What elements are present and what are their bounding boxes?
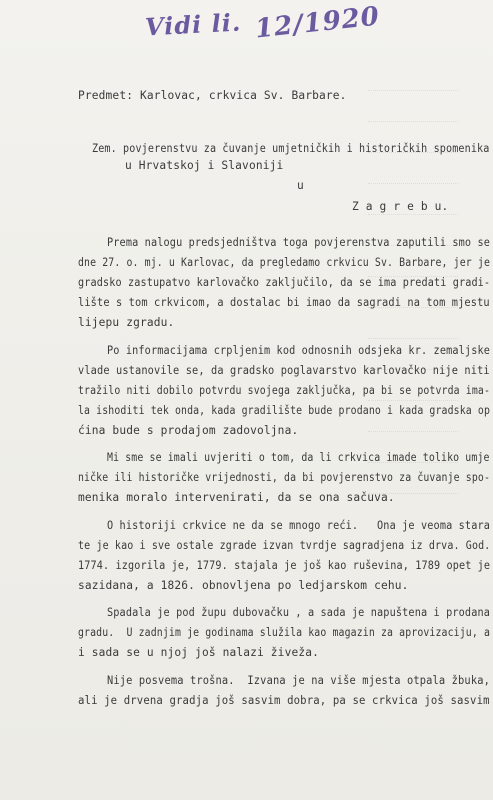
body-line: lište s tom crkvicom, a dostalac bi imao da sagradi na tom mjestu [78,296,490,309]
city-name: Z a g r e b u. [352,200,449,213]
body-line: Po informacijama crpljenim kod odnosnih odsjeka kr. zemaljske [107,344,491,357]
body-line: Mi sme se imali uvjeriti o tom, da li crkvica imade toliko umje [107,451,490,464]
body-line: lijepu zgradu. [78,316,175,329]
faint-ruled-lines [368,60,458,480]
addressee-line: Zem. povjerenstvu za čuvanje umjetničkih i historičkih spomenika [92,142,490,155]
body-line: i sada se u njoj još nalazi živeža. [78,646,319,659]
body-line: te je kao i sve ostale zgrade izvan tvrdje sagradjena iz drva. God. [78,539,491,552]
body-line: dne 27. o. mj. u Karlovac, da pregledamo crkvicu Sv. Barbare, jer je [78,256,491,269]
body-line: O historiji crkvice ne da se mnogo reći. Ona je veoma stara [107,519,491,532]
addressee-line: u Hrvatskoj i Slavoniji [125,159,284,172]
subject-line: Predmet: Karlovac, crkvica Sv. Barbare. [78,89,347,102]
city-preposition: u [297,179,304,192]
body-line: ničke ili historičke vrijednosti, da bi povjerenstvo za čuvanje spo- [78,471,491,484]
body-line: Nije posvema trošna. Izvana je na više mjesta otpala žbuka, [107,674,490,687]
body-line: sazidana, a 1826. obnovljena po ledjarskom cehu. [78,579,409,592]
body-line: ćina bude s prodajom zadovoljna. [78,424,299,437]
body-line: menika moralo intervenirati, da se ona sačuva. [78,491,395,504]
body-line: gradu. U zadnjim je godinama služila kao magazin za aprovizaciju, a [78,626,491,639]
body-line: ali je drvena gradja još sasvim dobra, pa se crkvica još sasvim [78,694,490,707]
body-line: gradsko zastupatvo karlovačko zaključilo, da se ima predati gradi- [78,276,491,289]
handwritten-reference-number: 12/1920 [253,1,382,45]
handwritten-note: Vidi li. [144,7,242,42]
body-line: vlade ustanovile se, da gradsko poglavarstvo karlovačko nije niti [78,364,490,377]
body-line: 1774. izgorila je, 1779. stajala je još kao ruševina, 1789 opet je [78,559,491,572]
body-line: Spadala je pod župu dubovačku , a sada je napuštena i prodana [107,606,491,619]
body-line: la ishoditi tek onda, kada gradilište bude prodano i kada gradska op [78,404,491,417]
body-line: tražilo niti dobilo potvrdu svojega zaključka, pa bi se potvrda ima- [78,384,491,397]
body-line: Prema nalogu predsjedništva toga povjerenstva zaputili smo se [107,236,491,249]
